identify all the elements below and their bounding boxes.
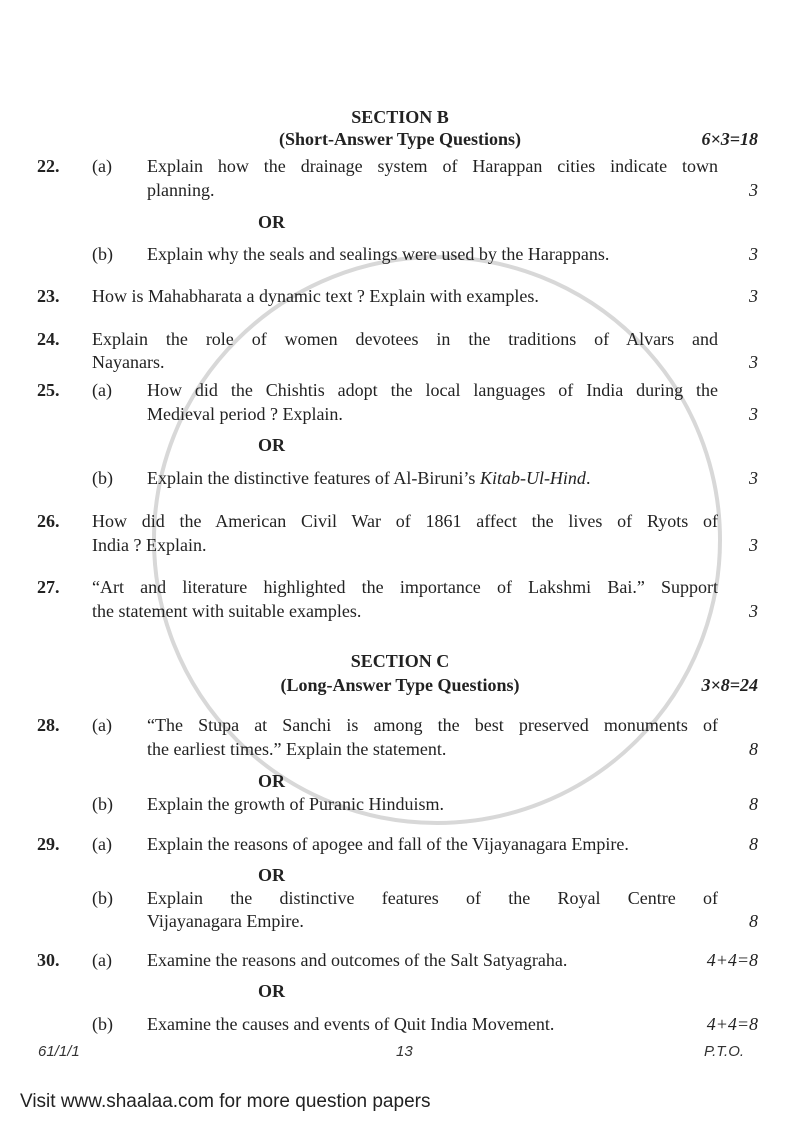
section-c-title: SECTION C [350, 651, 450, 671]
book-title: Kitab-Ul-Hind [479, 468, 586, 488]
section-b-subtitle: (Short-Answer Type Questions) [278, 129, 521, 149]
question-number: 24. [37, 329, 60, 349]
part-label: (a) [92, 715, 112, 735]
marks: 8 [749, 911, 758, 931]
question-text: How is Mahabharata a dynamic text ? Explain with examples. [92, 286, 539, 306]
question-text: the statement with suitable examples. [92, 601, 362, 621]
question-text: Explain the role of women devotees in the traditions of Alvars and [92, 329, 718, 349]
part-label: (b) [92, 244, 113, 264]
paper-code: 61/1/1 [38, 1043, 80, 1060]
question-text-plain: Explain the distinctive features of Al-Biruni’s [147, 468, 480, 488]
marks: 4+4=8 [706, 1014, 758, 1034]
visit-note: Visit www.shaalaa.com for more question papers [20, 1091, 431, 1112]
marks: 3 [749, 180, 758, 200]
marks: 3 [749, 535, 758, 555]
marks: 4+4=8 [706, 950, 758, 970]
question-number: 30. [37, 950, 60, 970]
part-label: (a) [92, 834, 112, 854]
marks: 3 [749, 601, 758, 621]
question-number: 28. [37, 715, 60, 735]
part-label: (b) [92, 794, 113, 814]
question-text: the earliest times.” Explain the statement. [147, 739, 447, 759]
part-label: (b) [92, 1014, 113, 1034]
section-c-subtitle: (Long-Answer Type Questions) [280, 675, 520, 695]
question-number: 27. [37, 577, 60, 597]
part-label: (a) [92, 156, 112, 176]
question-text: India ? Explain. [92, 535, 207, 555]
marks: 3 [749, 352, 758, 372]
question-text [147, 467, 590, 489]
question-text: planning. [147, 180, 215, 200]
question-text: How did the American Civil War of 1861 affect the lives of Ryots of [92, 511, 718, 531]
question-number: 23. [37, 286, 60, 306]
part-label: (b) [92, 468, 113, 488]
marks: 3 [749, 468, 758, 488]
question-number: 25. [37, 380, 60, 400]
question-text: Nayanars. [92, 352, 165, 372]
question-text-end: . [585, 468, 591, 488]
marks: 8 [749, 834, 758, 854]
marks: 8 [749, 794, 758, 814]
question-text: Explain how the drainage system of Harappan cities indicate town [147, 156, 718, 176]
question-text: Vijayanagara Empire. [147, 911, 304, 931]
question-text: “The Stupa at Sanchi is among the best preserved monuments of [147, 715, 718, 735]
question-text: How did the Chishtis adopt the local languages of India during the [147, 380, 718, 400]
question-number: 29. [37, 834, 60, 854]
or-label: OR [258, 865, 285, 885]
question-text: Explain why the seals and sealings were used by the Harappans. [147, 244, 610, 264]
or-label: OR [258, 435, 285, 455]
question-text: Medieval period ? Explain. [147, 404, 343, 424]
or-label: OR [258, 771, 285, 791]
or-label: OR [258, 981, 285, 1001]
section-b-title: SECTION B [351, 107, 449, 127]
question-number: 26. [37, 511, 60, 531]
question-text: Explain the distinctive features of the Royal Centre of [147, 888, 718, 908]
part-label: (a) [92, 380, 112, 400]
part-label: (b) [92, 888, 113, 908]
section-c-marks: 3×8=24 [701, 675, 758, 695]
question-text: Examine the causes and events of Quit India Movement. [147, 1014, 555, 1034]
marks: 8 [749, 739, 758, 759]
page-number: 13 [396, 1043, 413, 1060]
question-text: “Art and literature highlighted the importance of Lakshmi Bai.” Support [92, 577, 718, 597]
please-turn-over: P.T.O. [704, 1043, 745, 1060]
question-number: 22. [37, 156, 60, 176]
marks: 3 [749, 404, 758, 424]
section-b-marks: 6×3=18 [701, 129, 758, 149]
or-label: OR [258, 212, 285, 232]
question-text: Explain the reasons of apogee and fall of the Vijayanagara Empire. [147, 834, 629, 854]
question-text: Examine the reasons and outcomes of the Salt Satyagraha. [147, 950, 568, 970]
question-text: Explain the growth of Puranic Hinduism. [147, 794, 444, 814]
part-label: (a) [92, 950, 112, 970]
marks: 3 [749, 244, 758, 264]
marks: 3 [749, 286, 758, 306]
